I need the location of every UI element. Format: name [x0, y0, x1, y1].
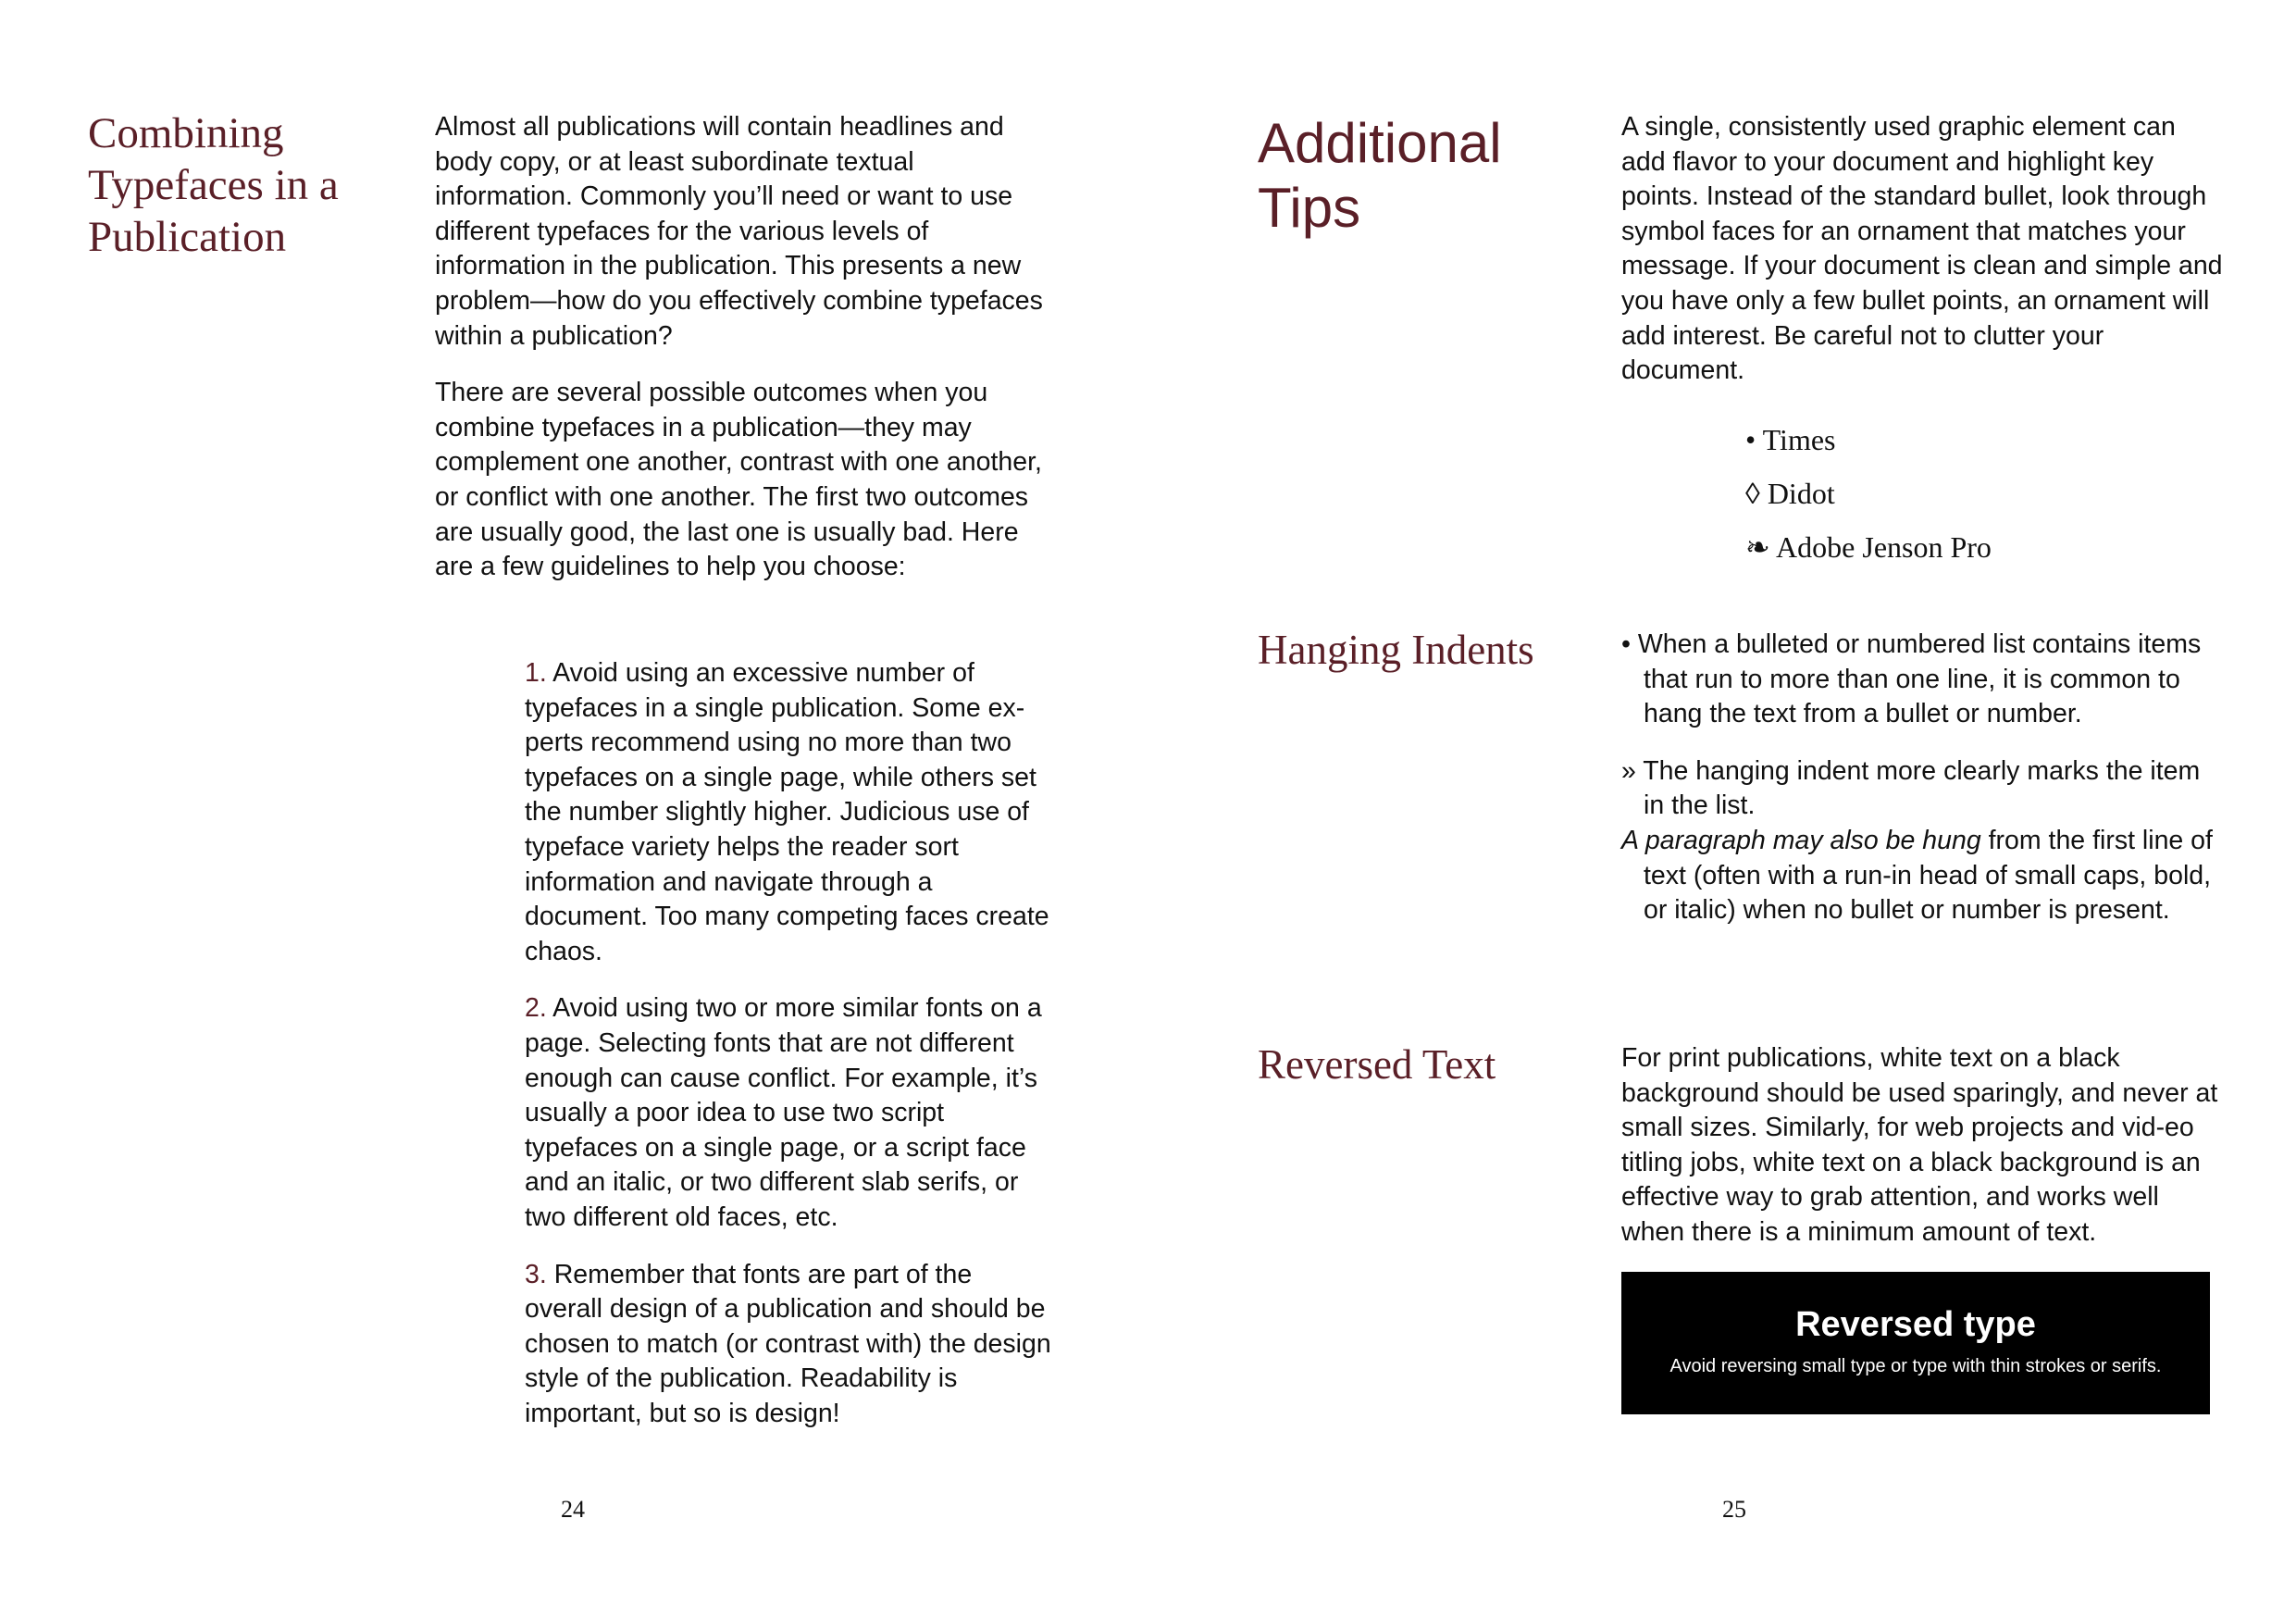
hanging-list-item	[1621, 754, 2223, 824]
guideline-number: 1.	[525, 658, 547, 688]
guideline-item	[525, 1258, 1055, 1432]
hanging-item-text: The hanging indent more clearly marks the item in the list.	[1635, 755, 2201, 821]
additional-tips-text	[1621, 110, 2223, 411]
floral-heart-ornament-icon: ❧	[1745, 530, 1770, 564]
ornament-label: Didot	[1767, 477, 1835, 510]
reversed-type-subtitle: Avoid reversing small type or type with thin strokes or serifs.	[1669, 1356, 2162, 1376]
reversed-text-paragraph: For print publications, white text on a black background should be used sparingly, and never at small sizes. Similarly, for web projects and vid-eo titling jobs, white text on a black background is an effective way to grab attention, and works well when there is a minimum amount of text.	[1621, 1043, 2218, 1247]
intro-text	[435, 110, 1050, 607]
guillemet-icon: »	[1621, 755, 1636, 786]
page-number-right: 25	[1722, 1496, 1746, 1523]
guideline-text: Remember that fonts are part of the overall design of a publication and should be chosen to match (or contrast with) the design style of the publication. Readability is important, but so is design!	[525, 1259, 1051, 1428]
guidelines-list	[525, 656, 1055, 1453]
heading-line: Tips	[1258, 177, 1361, 239]
guideline-number: 3.	[525, 1259, 547, 1289]
guideline-number: 2.	[525, 993, 547, 1024]
page-number-left: 24	[561, 1496, 585, 1523]
heading-line: Publication	[88, 213, 287, 261]
ornament-examples	[1745, 413, 1992, 574]
guideline-item	[525, 656, 1055, 969]
reversed-type-example	[1621, 1272, 2210, 1414]
bullet-icon: •	[1621, 629, 1631, 659]
guideline-text: Avoid using an excessive number of typefaces in a single publication. Some ex-perts recommend using no more than two typefaces on a single page, while others set the number slightly higher. Judicious use of typeface variety helps the reader sort information and navigate through a document. Too many competing faces create chaos.	[525, 658, 1049, 966]
guideline-text: Avoid using two or more similar fonts on a page. Selecting fonts that are not different enough can cause conflict. For example, it’s usually a poor idea to use two script typefaces on a single page, or a script face and an italic, or two different slab serifs, or two different old faces, etc.	[525, 993, 1042, 1232]
heading-reversed-text: Reversed Text	[1258, 1041, 1496, 1088]
lozenge-ornament-icon: ◊	[1745, 477, 1760, 510]
heading-line: Combining	[88, 109, 284, 157]
ornament-item	[1745, 520, 1992, 574]
reversed-text-body	[1621, 1041, 2223, 1273]
hanging-paragraph	[1621, 824, 2223, 928]
additional-tips-paragraph: A single, consistently used graphic element can add flavor to your document and highlight key points. Instead of the standard bullet, look through symbol faces for an ornament that matches your message. If your document is clean and simple and you have only a few bullet points, an ornament will add interest. Be careful not to clutter your document.	[1621, 112, 2223, 386]
heading-line: Typefaces in a	[88, 161, 339, 209]
ornament-label: Times	[1762, 423, 1836, 456]
guideline-item	[525, 991, 1055, 1235]
ornament-item	[1745, 467, 1992, 520]
intro-paragraph: Almost all publications will contain headlines and body copy, or at least subordinate textual information. Commonly you’ll need or want to use different typefaces for the various levels of information in the publication. This presents a new problem—how do you effectively combine typefaces within a publication?	[435, 112, 1043, 351]
hanging-paragraph-rest: from the first line of text (often with a run-in head of small caps, bold, or italic) when no bullet or number is present.	[1644, 825, 2213, 926]
heading-additional-tips	[1258, 111, 1502, 241]
ornament-label: Adobe Jenson Pro	[1776, 530, 1992, 564]
heading-combining-typefaces	[88, 107, 339, 263]
ornament-item	[1745, 413, 1992, 467]
hanging-indents-text	[1621, 628, 2223, 951]
heading-line: Additional	[1258, 112, 1502, 174]
hanging-item-text: When a bulleted or numbered list contains items that run to more than one line, it is common to hang the text from a bullet or number.	[1630, 629, 2202, 729]
intro-paragraph: There are several possible outcomes when you combine typefaces in a publication—they may complement one another, contrast with one another, or conflict with one another. The first two outcomes are usually good, the last one is usually bad. Here are a few guidelines to help you choose:	[435, 378, 1042, 582]
heading-hanging-indents: Hanging Indents	[1258, 627, 1534, 673]
reversed-type-title: Reversed type	[1795, 1305, 2036, 1344]
hanging-paragraph-italic: A paragraph may also be hung	[1621, 825, 1981, 855]
bullet-ornament-icon: •	[1745, 423, 1756, 456]
hanging-list-item	[1621, 628, 2223, 732]
